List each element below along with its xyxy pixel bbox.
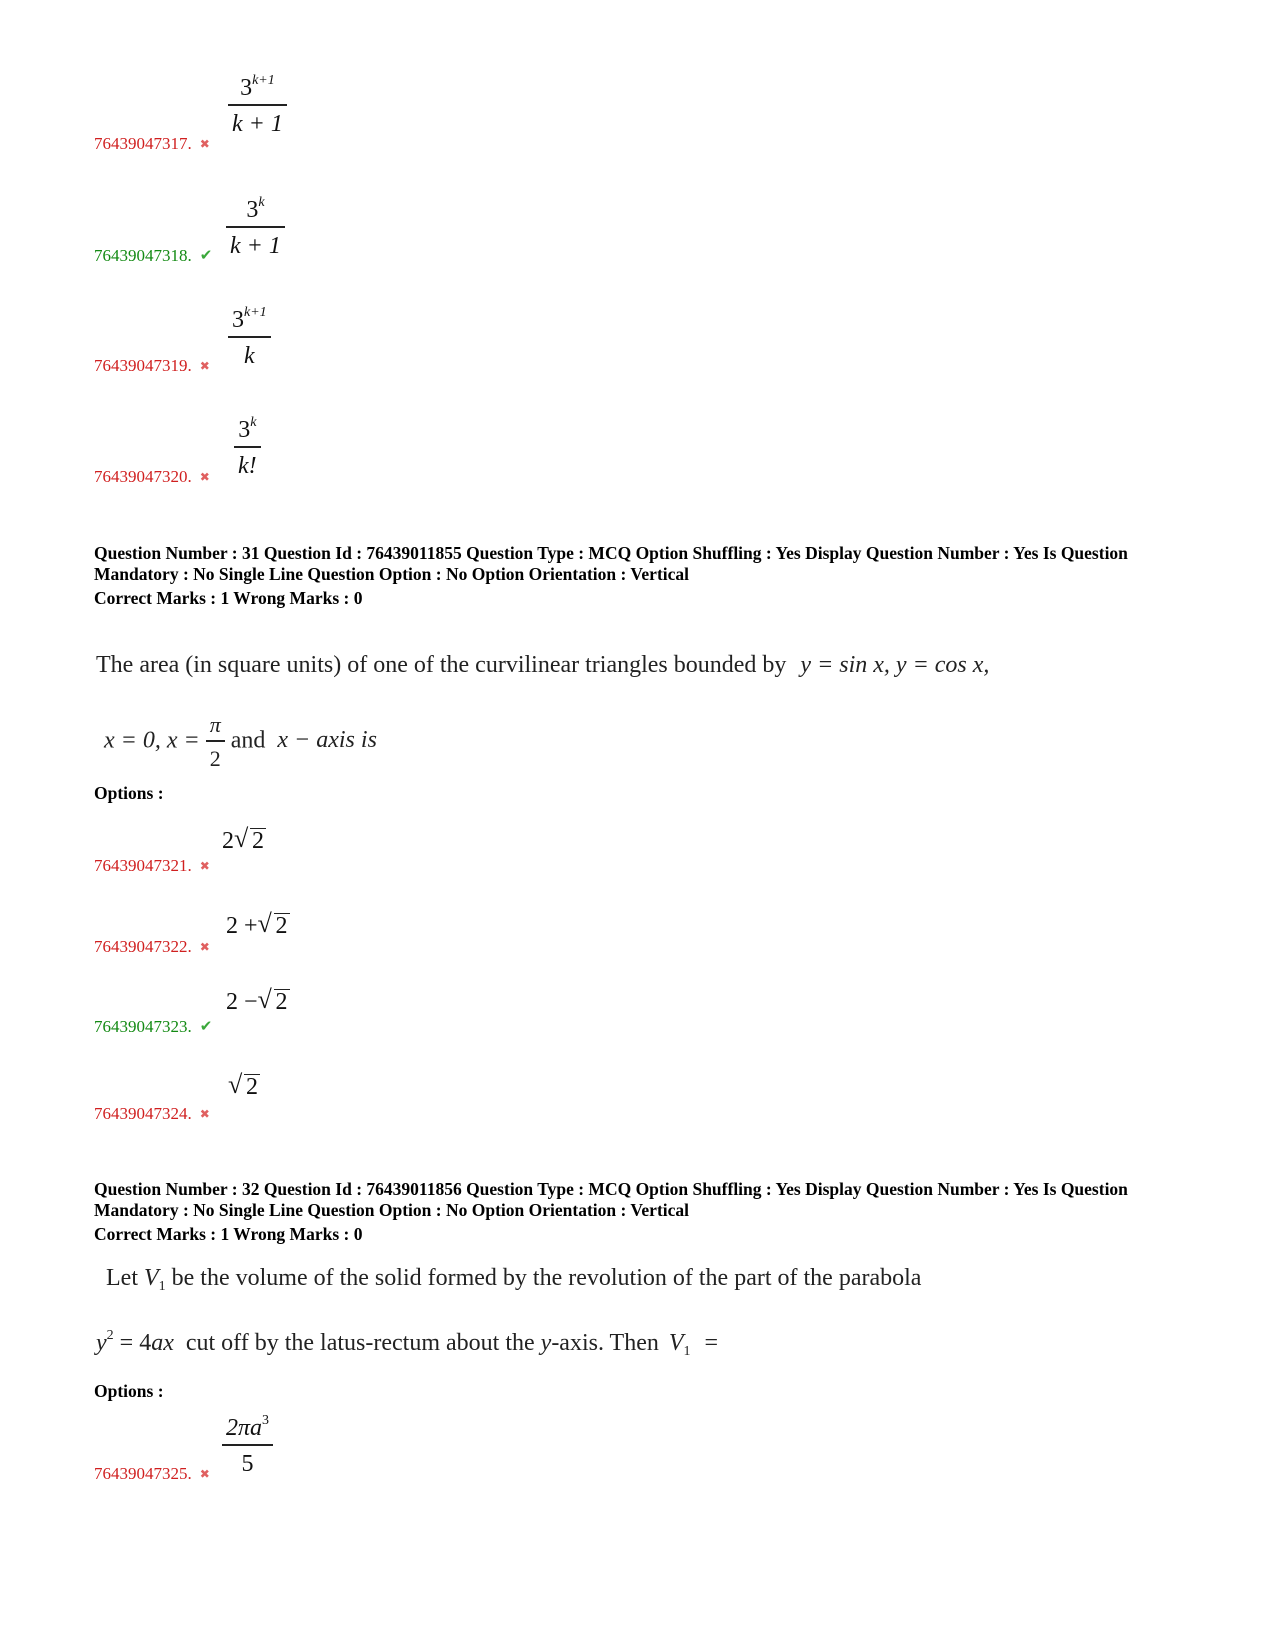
cross-icon: ✖ (199, 359, 210, 373)
question-31-stem-line-1: The area (in square units) of one of the curvilinear triangles bounded by y = sin x, y = cos x, (96, 652, 990, 678)
question-32-stem-line-2: $y^2 = 4ax$ cut off by the latus-rectum about the y-axis. Then $V_1$ = (96, 1328, 719, 1359)
cross-icon: ✖ (199, 1467, 210, 1481)
option-id: 76439047319. ✖ (94, 356, 210, 375)
meta-line: Mandatory : No Single Line Question Option : No Option Orientation : Vertical (94, 1200, 690, 1220)
option-id: 76439047323. ✔ (94, 1017, 213, 1036)
cross-icon: ✖ (199, 1107, 210, 1121)
cross-icon: ✖ (199, 859, 210, 873)
cross-icon: ✖ (199, 470, 210, 484)
option-math: $\frac{2\pi a^3}{5}$ (222, 1414, 273, 1476)
marks-line: Correct Marks : 1 Wrong Marks : 0 (94, 588, 363, 608)
meta-line: Mandatory : No Single Line Question Option : No Option Orientation : Vertical (94, 564, 690, 584)
option-math: 2 + √ 2 (226, 909, 288, 939)
option-id: 76439047324. ✖ (94, 1104, 210, 1123)
check-icon: ✔ (199, 1017, 213, 1035)
check-icon: ✔ (199, 246, 213, 264)
option-id: 76439047320. ✖ (94, 467, 210, 486)
option-math: $\frac{3^{k+1}}{k + 1}$ (228, 74, 287, 136)
option-math: √ 2 (228, 1070, 258, 1100)
marks-line: Correct Marks : 1 Wrong Marks : 0 (94, 1224, 363, 1244)
options-label: Options : (94, 783, 164, 803)
question-31-meta (94, 543, 1194, 609)
meta-line: Question Number : 31 Question Id : 76439011855 Question Type : MCQ Option Shuffling : Yes Display Question Number : Yes Is Question (94, 543, 1128, 563)
option-math: $\frac{3^k}{k + 1}$ (226, 196, 285, 258)
option-id: 76439047322. ✖ (94, 937, 210, 956)
option-math: 2 √ 2 (222, 824, 264, 854)
option-math: $\frac{3^{k+1}}{k}$ (228, 306, 271, 368)
option-id: 76439047321. ✖ (94, 856, 210, 875)
options-label: Options : (94, 1381, 164, 1401)
cross-icon: ✖ (199, 137, 210, 151)
option-math: $\frac{3^k}{k!}$ (234, 416, 261, 478)
option-math: 2 − √ 2 (226, 985, 288, 1015)
question-32-stem-line-1: Let $V_1$ be the volume of the solid formed by the revolution of the part of the parabola (106, 1265, 922, 1294)
question-32-meta (94, 1179, 1194, 1245)
question-31-stem-line-2: x = 0, x = $\frac{\pi}{2}$ and x − axis is (104, 712, 377, 771)
option-id: 76439047318. ✔ (94, 246, 213, 265)
option-id: 76439047317. ✖ (94, 134, 210, 153)
cross-icon: ✖ (199, 940, 210, 954)
meta-line: Question Number : 32 Question Id : 76439011856 Question Type : MCQ Option Shuffling : Yes Display Question Number : Yes Is Question (94, 1179, 1128, 1199)
option-id: 76439047325. ✖ (94, 1464, 210, 1483)
